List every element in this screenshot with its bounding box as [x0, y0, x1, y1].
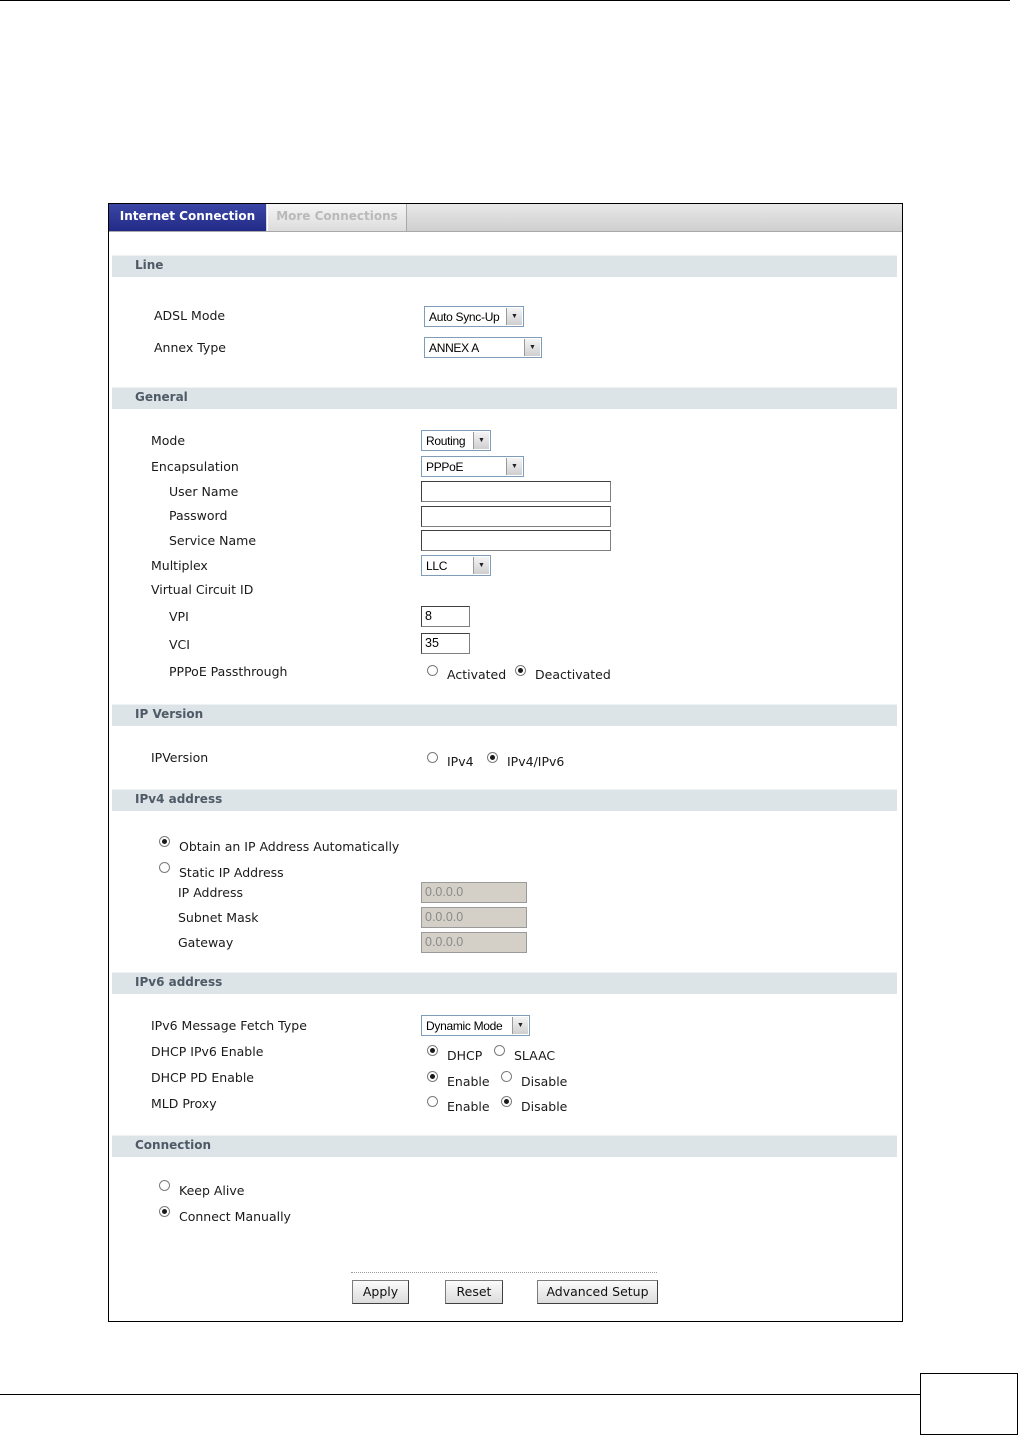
ipv6-fetch-type-label: IPv6 Message Fetch Type — [151, 1018, 307, 1033]
obtain-ip-auto-label: Obtain an IP Address Automatically — [179, 839, 400, 854]
keep-alive-label: Keep Alive — [179, 1183, 245, 1198]
subnet-mask-input[interactable]: 0.0.0.0 — [421, 907, 527, 928]
section-title: IPv6 address — [135, 975, 223, 989]
pd-enable-label: Enable — [447, 1074, 490, 1089]
top-rule — [0, 0, 1010, 1]
mode-label: Mode — [151, 433, 186, 448]
mode-select[interactable] — [421, 430, 491, 451]
passthrough-activated-label: Activated — [447, 667, 507, 682]
section-title: Connection — [135, 1138, 212, 1152]
multiplex-select[interactable] — [421, 555, 491, 576]
multiplex-label: Multiplex — [151, 558, 208, 573]
multiplex-value: LLC — [426, 559, 448, 573]
password-label: Password — [169, 508, 228, 523]
section-title: Line — [135, 258, 164, 272]
ipversion-ipv4-label: IPv4 — [447, 754, 474, 769]
vpi-label: VPI — [169, 609, 189, 624]
chevron-down-icon: ▼ — [506, 308, 522, 325]
encapsulation-value: PPPoE — [426, 460, 464, 474]
adsl-mode-label: ADSL Mode — [154, 308, 226, 323]
ipversion-label: IPVersion — [151, 750, 209, 765]
keep-alive-radio[interactable] — [159, 1180, 170, 1191]
gateway-input[interactable]: 0.0.0.0 — [421, 932, 527, 953]
service-name-label: Service Name — [169, 533, 257, 548]
section-ipv4-header — [112, 789, 897, 811]
bottom-rule — [0, 1394, 920, 1395]
user-name-label: User Name — [169, 484, 239, 499]
adsl-mode-value: Auto Sync-Up — [429, 310, 500, 324]
connect-manually-radio[interactable] — [159, 1206, 170, 1217]
service-name-input[interactable] — [421, 530, 611, 551]
vci-input[interactable]: 35 — [421, 633, 470, 654]
chevron-down-icon: ▼ — [506, 458, 522, 475]
chevron-down-icon: ▼ — [512, 1017, 528, 1034]
ip-address-input[interactable]: 0.0.0.0 — [421, 882, 527, 903]
adsl-mode-select[interactable] — [424, 306, 524, 327]
dhcp-ipv6-enable-label: DHCP IPv6 Enable — [151, 1044, 264, 1059]
user-name-input[interactable] — [421, 481, 611, 502]
dhcp6-slaac-radio[interactable] — [494, 1045, 505, 1056]
dhcp6-dhcp-label: DHCP — [447, 1048, 483, 1063]
chevron-down-icon: ▼ — [473, 432, 489, 449]
tab-bar — [109, 204, 902, 232]
pd-disable-radio[interactable] — [501, 1071, 512, 1082]
reset-button[interactable]: Reset — [445, 1280, 503, 1304]
vpi-input[interactable]: 8 — [421, 606, 470, 627]
section-general-header — [112, 387, 897, 409]
annex-type-value: ANNEX A — [429, 341, 479, 355]
ipversion-ipv4-radio[interactable] — [427, 752, 438, 763]
password-input[interactable] — [421, 506, 611, 527]
passthrough-activated-radio[interactable] — [427, 665, 438, 676]
passthrough-deactivated-radio[interactable] — [515, 665, 526, 676]
gateway-label: Gateway — [178, 935, 234, 950]
tab-internet-connection[interactable]: Internet Connection — [109, 204, 266, 231]
ipv6-fetch-type-value: Dynamic Mode — [426, 1019, 503, 1033]
chevron-down-icon: ▼ — [524, 339, 540, 356]
static-ip-label: Static IP Address — [179, 865, 284, 880]
section-line-header — [112, 255, 897, 277]
advanced-setup-button[interactable]: Advanced Setup — [537, 1280, 658, 1304]
subnet-mask-label: Subnet Mask — [178, 910, 259, 925]
annex-type-select[interactable] — [424, 337, 542, 358]
passthrough-deactivated-label: Deactivated — [535, 667, 611, 682]
mld-enable-label: Enable — [447, 1099, 490, 1114]
pd-disable-label: Disable — [521, 1074, 568, 1089]
section-ipv6-header — [112, 972, 897, 994]
tab-more-connections[interactable]: More Connections — [267, 204, 407, 231]
internet-connection-panel — [108, 203, 903, 1322]
button-separator — [351, 1272, 657, 1273]
connect-manually-label: Connect Manually — [179, 1209, 291, 1224]
chevron-down-icon: ▼ — [473, 557, 489, 574]
section-title: IP Version — [135, 707, 204, 721]
pppoe-passthrough-label: PPPoE Passthrough — [169, 664, 288, 679]
dhcp6-dhcp-radio[interactable] — [427, 1045, 438, 1056]
mld-disable-label: Disable — [521, 1099, 568, 1114]
dhcp6-slaac-label: SLAAC — [514, 1048, 556, 1063]
annex-type-label: Annex Type — [154, 340, 226, 355]
section-ip-version-header — [112, 704, 897, 726]
encapsulation-label: Encapsulation — [151, 459, 239, 474]
vci-label: VCI — [169, 637, 190, 652]
dhcp-pd-enable-label: DHCP PD Enable — [151, 1070, 254, 1085]
ipversion-dual-label: IPv4/IPv6 — [507, 754, 565, 769]
page-number-box — [920, 1373, 1018, 1435]
virtual-circuit-id-label: Virtual Circuit ID — [151, 582, 254, 597]
mld-enable-radio[interactable] — [427, 1096, 438, 1107]
encapsulation-select[interactable] — [421, 456, 524, 477]
apply-button[interactable]: Apply — [352, 1280, 409, 1304]
ipversion-dual-radio[interactable] — [487, 752, 498, 763]
ip-address-label: IP Address — [178, 885, 243, 900]
mld-proxy-label: MLD Proxy — [151, 1096, 217, 1111]
static-ip-radio[interactable] — [159, 862, 170, 873]
ipv6-fetch-type-select[interactable] — [421, 1015, 530, 1036]
mode-value: Routing — [426, 434, 466, 448]
mld-disable-radio[interactable] — [501, 1096, 512, 1107]
pd-enable-radio[interactable] — [427, 1071, 438, 1082]
section-title: General — [135, 390, 188, 404]
section-title: IPv4 address — [135, 792, 223, 806]
obtain-ip-auto-radio[interactable] — [159, 836, 170, 847]
section-connection-header — [112, 1135, 897, 1157]
